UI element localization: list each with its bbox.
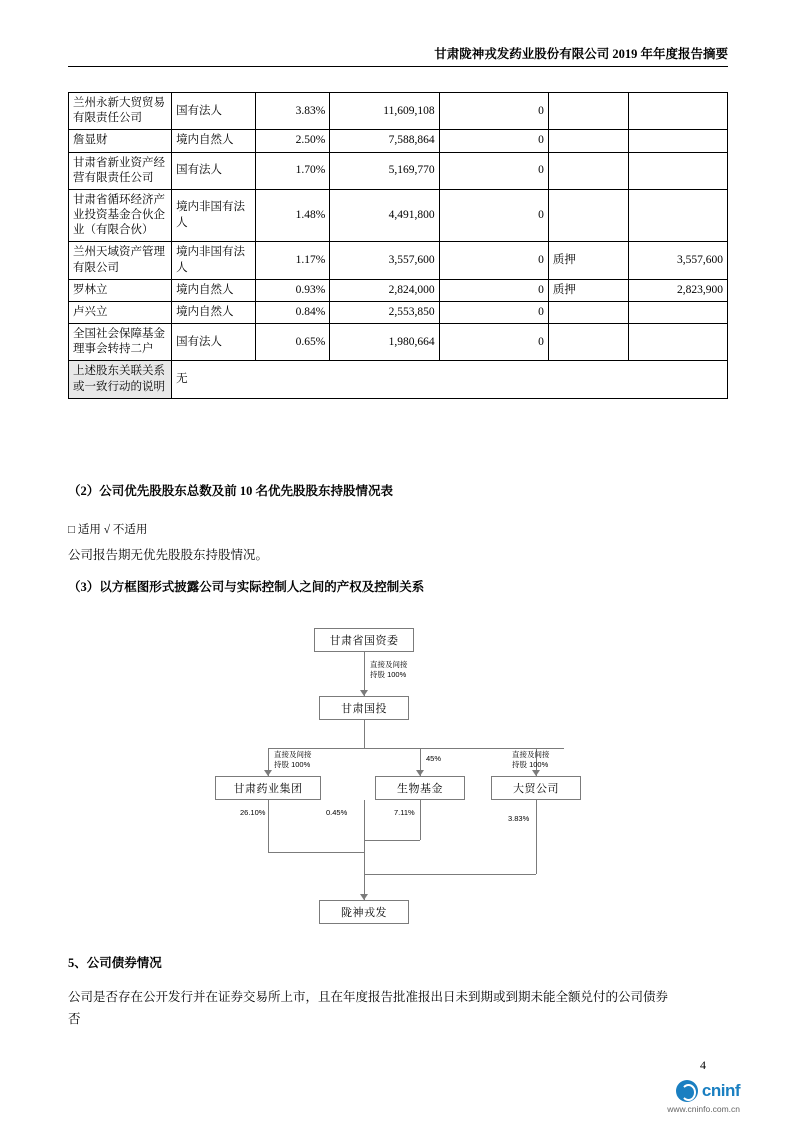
shareholder-pledge-state: [548, 189, 628, 242]
shareholder-pledge-state: [548, 324, 628, 361]
section-5-title: 5、公司债券情况: [68, 956, 162, 970]
table-row-note: [69, 361, 728, 398]
page-number: 4: [700, 1058, 706, 1072]
logo-wordmark: cninf: [701, 1081, 740, 1100]
shareholder-pledge-state: 质押: [548, 279, 628, 301]
shareholder-type: 国有法人: [172, 324, 256, 361]
org-node-guotou: 甘肃国投: [319, 696, 409, 720]
ownership-org-chart: [68, 618, 728, 928]
shareholder-shares: 5,169,770: [330, 152, 439, 189]
shareholder-restricted: 0: [439, 130, 548, 152]
shareholder-name: 甘肃省循环经济产业投资基金合伙企业（有限合伙）: [69, 189, 172, 242]
shareholder-pledge-state: [548, 130, 628, 152]
org-node-yaoye: 甘肃药业集团: [215, 776, 321, 800]
page-header: 甘肃陇神戎发药业股份有限公司 2019 年年度报告摘要: [434, 47, 728, 61]
shareholder-pct: 1.17%: [256, 242, 330, 279]
shareholder-pledge-state: [548, 93, 628, 130]
org-line-yaoye-join: [268, 852, 364, 853]
section-2-title: （2）公司优先股股东总数及前 10 名优先股股东持股情况表: [68, 484, 394, 498]
shareholder-restricted: 0: [439, 152, 548, 189]
shareholder-type: 境内非国有法人: [172, 242, 256, 279]
org-node-sasac: 甘肃省国资委: [314, 628, 414, 652]
shareholder-restricted: 0: [439, 279, 548, 301]
relationship-note-value: 无: [172, 361, 728, 398]
shareholder-pledge-amount: 2,823,900: [629, 279, 728, 301]
org-line-fund-join: [364, 840, 420, 841]
org-edge-label-guotou-target: 0.45%: [326, 808, 348, 817]
table-row: [69, 130, 728, 152]
org-edge-label-guotou-yaoye: 直接及间接 持股 100%: [274, 750, 312, 770]
header-divider: [68, 66, 728, 67]
org-node-fund: 生物基金: [375, 776, 465, 800]
section-5-body: 公司是否存在公开发行并在证券交易所上市，且在年度报告批准报出日未到期或到期未能全额兑付的公司债券: [68, 990, 669, 1004]
org-edge-label-yaoye-target: 26.10%: [240, 808, 266, 817]
shareholder-pledge-state: 质押: [548, 242, 628, 279]
shareholder-name: 兰州永新大贸贸易有限责任公司: [69, 93, 172, 130]
shareholder-pct: 0.65%: [256, 324, 330, 361]
org-line-mid-down: [364, 800, 365, 874]
table-row: [69, 279, 728, 301]
shareholder-restricted: 0: [439, 324, 548, 361]
org-line-dama-join: [364, 874, 536, 875]
shareholder-name: 卢兴立: [69, 301, 172, 323]
shareholder-pct: 0.93%: [256, 279, 330, 301]
shareholder-type: 境内自然人: [172, 130, 256, 152]
shareholder-restricted: 0: [439, 242, 548, 279]
relationship-note-label: 上述股东关联关系或一致行动的说明: [69, 361, 172, 398]
shareholder-shares: 1,980,664: [330, 324, 439, 361]
shareholder-shares: 2,553,850: [330, 301, 439, 323]
shareholder-pct: 2.50%: [256, 130, 330, 152]
footer-logo: [620, 1080, 740, 1114]
cninfo-logo-icon: [676, 1080, 698, 1102]
table-row: [69, 324, 728, 361]
shareholder-pledge-amount: [629, 324, 728, 361]
shareholder-pledge-amount: [629, 189, 728, 242]
shareholder-shares: 2,824,000: [330, 279, 439, 301]
table-row: [69, 242, 728, 279]
org-edge-label-fund-target: 7.11%: [394, 808, 415, 817]
shareholder-pledge-amount: [629, 130, 728, 152]
org-line-fund-down: [420, 800, 421, 840]
org-bus-horizontal: [268, 748, 564, 749]
shareholder-name: 全国社会保障基金理事会转持二户: [69, 324, 172, 361]
table-row: [69, 152, 728, 189]
org-line-dama-down: [536, 800, 537, 874]
shareholder-type: 境内非国有法人: [172, 189, 256, 242]
table-row: [69, 189, 728, 242]
shareholder-pledge-amount: [629, 301, 728, 323]
org-bus-vertical: [364, 720, 365, 748]
org-edge-label-guotou-dama: 直接及间接 持股 100%: [512, 750, 550, 770]
shareholder-pct: 1.70%: [256, 152, 330, 189]
shareholder-pct: 3.83%: [256, 93, 330, 130]
shareholder-pledge-amount: 3,557,600: [629, 242, 728, 279]
shareholder-shares: 4,491,800: [330, 189, 439, 242]
shareholder-restricted: 0: [439, 301, 548, 323]
shareholder-pct: 1.48%: [256, 189, 330, 242]
shareholder-type: 国有法人: [172, 93, 256, 130]
table-row: [69, 301, 728, 323]
shareholder-type: 境内自然人: [172, 301, 256, 323]
shareholder-pledge-state: [548, 152, 628, 189]
shareholder-type: 境内自然人: [172, 279, 256, 301]
shareholder-pledge-amount: [629, 93, 728, 130]
shareholder-type: 国有法人: [172, 152, 256, 189]
shareholder-pledge-state: [548, 301, 628, 323]
shareholder-name: 罗林立: [69, 279, 172, 301]
shareholder-shares: 7,588,864: [330, 130, 439, 152]
section-5-answer: 否: [68, 1012, 81, 1026]
org-node-target: 陇神戎发: [319, 900, 409, 924]
shareholder-name: 詹显财: [69, 130, 172, 152]
shareholder-name: 兰州天域资产管理有限公司: [69, 242, 172, 279]
shareholder-table-body: [69, 93, 728, 399]
shareholder-pct: 0.84%: [256, 301, 330, 323]
logo-url: www.cninfo.com.cn: [667, 1104, 740, 1114]
section-2-applicable: □ 适用 √ 不适用: [68, 524, 148, 536]
shareholder-shares: 11,609,108: [330, 93, 439, 130]
shareholder-table: [68, 92, 728, 399]
shareholder-pledge-amount: [629, 152, 728, 189]
table-row: [69, 93, 728, 130]
shareholder-restricted: 0: [439, 189, 548, 242]
shareholder-restricted: 0: [439, 93, 548, 130]
org-edge-label-sasac-guotou: 直接及间接 持股 100%: [370, 660, 408, 680]
org-node-dama: 大贸公司: [491, 776, 581, 800]
org-line-yaoye-down: [268, 800, 269, 852]
shareholder-name: 甘肃省新业资产经营有限责任公司: [69, 152, 172, 189]
section-2-body: 公司报告期无优先股股东持股情况。: [68, 548, 269, 562]
logo-row: [620, 1080, 740, 1102]
shareholder-shares: 3,557,600: [330, 242, 439, 279]
org-edge-label-dama-target: 3.83%: [508, 814, 530, 823]
org-edge-label-guotou-fund: 45%: [426, 754, 442, 763]
section-3-title: （3）以方框图形式披露公司与实际控制人之间的产权及控制关系: [68, 580, 425, 594]
